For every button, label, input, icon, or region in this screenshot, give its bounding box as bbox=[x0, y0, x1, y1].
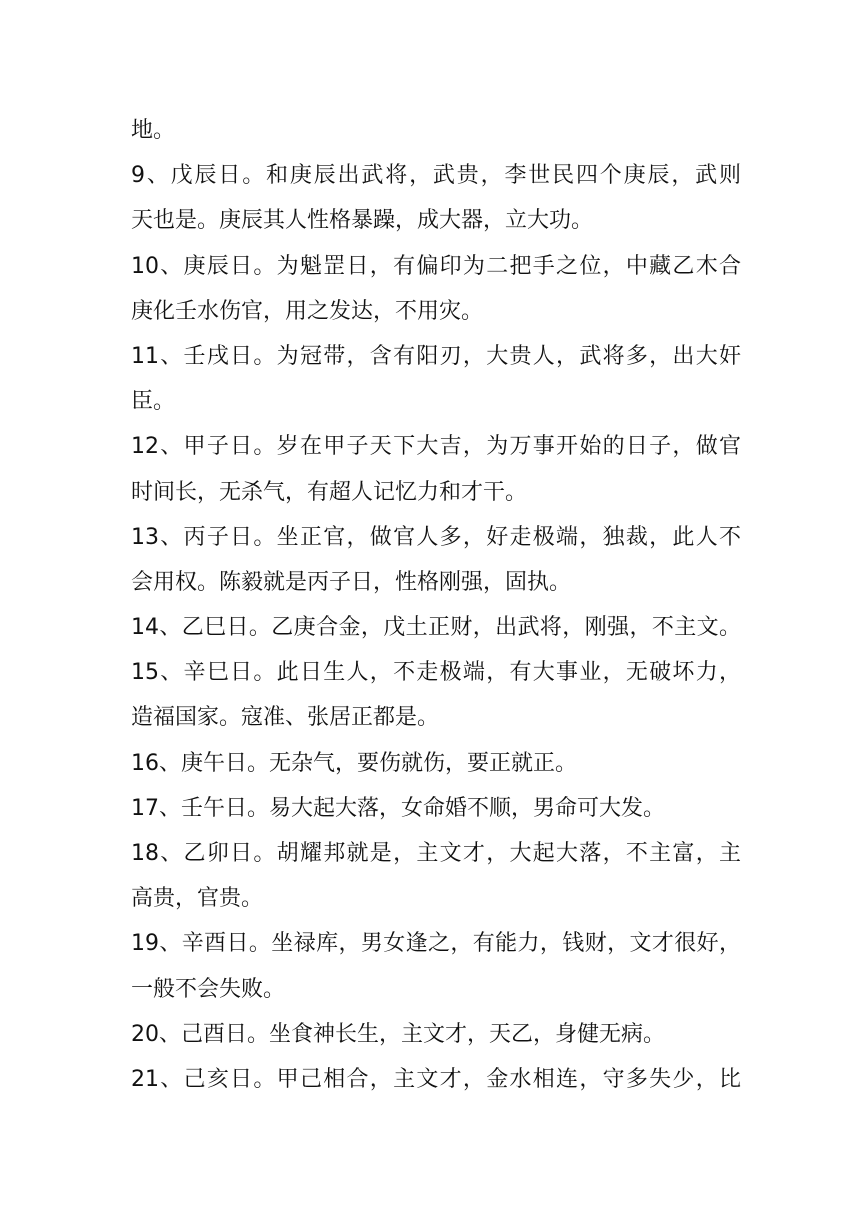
text-line: 9、戊辰日。和庚辰出武将，武贵，李世民四个庚辰，武则 bbox=[131, 163, 741, 189]
text-line: 造福国家。寇准、张居正都是。 bbox=[131, 705, 440, 731]
text-line: 庚化壬水伤官，用之发达，不用灾。 bbox=[131, 298, 484, 324]
text-line: 17、壬午日。易大起大落，女命婚不顺，男命可大发。 bbox=[131, 795, 665, 821]
text-line: 16、庚午日。无杂气，要伤就伤，要正就正。 bbox=[131, 750, 577, 776]
text-line: 会用权。陈毅就是丙子日，性格刚强，固执。 bbox=[131, 569, 572, 595]
text-line: 12、甲子日。岁在甲子天下大吉，为万事开始的日子，做官 bbox=[131, 434, 741, 460]
text-line: 10、庚辰日。为魁罡日，有偏印为二把手之位，中藏乙木合 bbox=[131, 253, 741, 279]
text-line: 18、乙卯日。胡耀邦就是，主文才，大起大落，不主富，主 bbox=[131, 841, 741, 866]
text-line: 高贵，官贵。 bbox=[131, 886, 264, 912]
text-line: 21、己亥日。甲己相合，主文才，金水相连，守多失少，比 bbox=[131, 1066, 741, 1092]
document-text bbox=[131, 108, 741, 1102]
text-line: 20、己酉日。坐食神长生，主文才，天乙，身健无病。 bbox=[131, 1021, 665, 1047]
text-line: 19、辛酉日。坐禄库，男女逢之，有能力，钱财，文才很好， bbox=[131, 931, 741, 957]
text-line: 臣。 bbox=[131, 389, 176, 415]
text-line: 时间长，无杀气，有超人记忆力和才干。 bbox=[131, 479, 528, 505]
text-line: 地。 bbox=[131, 118, 176, 143]
text-line: 13、丙子日。坐正官，做官人多，好走极端，独裁，此人不 bbox=[131, 524, 741, 550]
text-line: 天也是。庚辰其人性格暴躁，成大器，立大功。 bbox=[131, 208, 594, 234]
text-line: 15、辛巳日。此日生人，不走极端，有大事业，无破坏力， bbox=[131, 660, 741, 686]
text-line: 11、壬戌日。为冠带，含有阳刃，大贵人，武将多，出大奸 bbox=[131, 343, 741, 369]
text-line: 14、乙巳日。乙庚合金，戊土正财，出武将，刚强，不主文。 bbox=[131, 615, 741, 641]
text-line: 一般不会失败。 bbox=[131, 976, 286, 1002]
